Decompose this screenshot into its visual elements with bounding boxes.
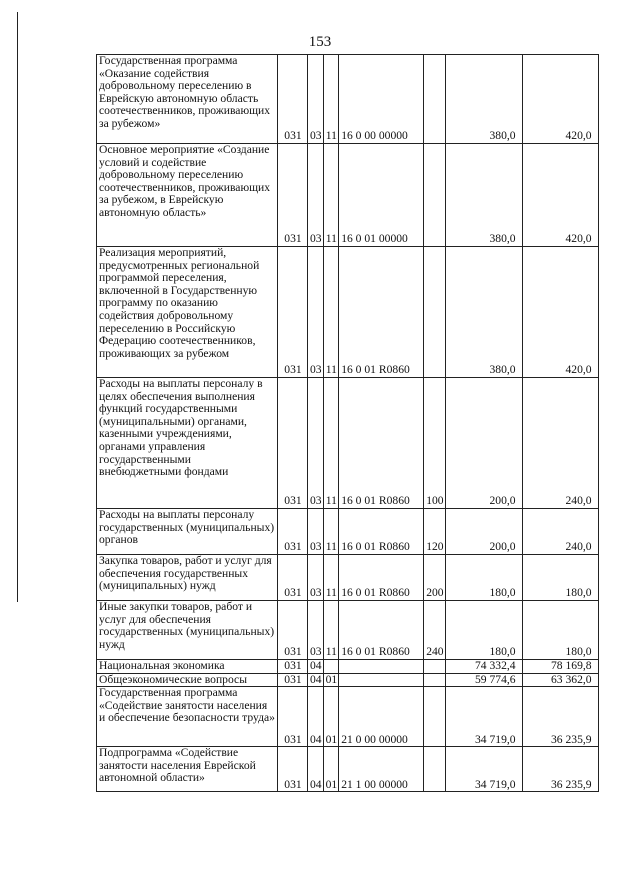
cell-y1: 180,0 [445,555,522,601]
cell-csr: 16 0 01 R0860 [339,378,424,509]
cell-name: Общеэкономические вопросы [97,673,278,687]
cell-pr: 11 [323,247,339,378]
cell-y1: 74 332,4 [445,660,522,674]
cell-pr: 11 [323,509,339,555]
cell-ved: 031 [278,378,308,509]
cell-vr: 200 [424,555,445,601]
cell-pr: 11 [323,601,339,660]
cell-y2: 420,0 [522,247,598,378]
cell-ved: 031 [278,660,308,674]
cell-y2: 63 362,0 [522,673,598,687]
cell-rz: 03 [308,247,324,378]
cell-name: Расходы на выплаты персоналу в целях обеспечения выполнения функций государственными (муниципальными) органами, казенными учреждениями, органами управления государственными внебюджетными фондами [97,378,278,509]
cell-rz: 03 [308,601,324,660]
table-row [97,601,599,660]
table-row [97,747,599,792]
cell-vr [424,673,445,687]
cell-csr [339,660,424,674]
cell-y1: 380,0 [445,247,522,378]
cell-y1: 34 719,0 [445,687,522,747]
cell-pr: 11 [323,378,339,509]
cell-y1: 59 774,6 [445,673,522,687]
cell-rz: 04 [308,660,324,674]
table-row [97,378,599,509]
cell-vr: 100 [424,378,445,509]
cell-pr: 01 [323,687,339,747]
cell-name: Подпрограмма «Содействие занятости населения Еврейской автономной области» [97,747,278,792]
cell-pr: 01 [323,747,339,792]
cell-pr [323,660,339,674]
cell-vr [424,55,445,144]
cell-pr: 01 [323,673,339,687]
cell-name: Расходы на выплаты персоналу государственных (муниципальных) органов [97,509,278,555]
cell-name: Государственная программа «Оказание содействия добровольному переселению в Еврейскую автономную область соотечественников, проживающих за рубежом» [97,55,278,144]
cell-csr: 16 0 01 R0860 [339,247,424,378]
cell-y2: 36 235,9 [522,687,598,747]
cell-vr [424,687,445,747]
cell-y1: 380,0 [445,55,522,144]
cell-y1: 180,0 [445,601,522,660]
cell-name: Государственная программа «Содействие занятости населения и обеспечение безопасности труда» [97,687,278,747]
cell-csr: 16 0 01 R0860 [339,509,424,555]
cell-pr: 11 [323,144,339,247]
cell-y1: 200,0 [445,509,522,555]
cell-pr: 11 [323,555,339,601]
page-number: 153 [308,34,332,50]
cell-csr [339,673,424,687]
cell-vr: 240 [424,601,445,660]
cell-rz: 03 [308,144,324,247]
cell-csr: 16 0 01 R0860 [339,555,424,601]
cell-y2: 420,0 [522,55,598,144]
cell-csr: 21 0 00 00000 [339,687,424,747]
cell-name: Иные закупки товаров, работ и услуг для обеспечения государственных (муниципальных) нужд [97,601,278,660]
left-margin-rule [17,12,18,602]
cell-csr: 16 0 00 00000 [339,55,424,144]
cell-ved: 031 [278,144,308,247]
cell-vr [424,247,445,378]
table-row [97,144,599,247]
cell-ved: 031 [278,687,308,747]
cell-y2: 180,0 [522,555,598,601]
cell-ved: 031 [278,55,308,144]
cell-csr: 16 0 01 R0860 [339,601,424,660]
cell-rz: 03 [308,55,324,144]
cell-csr: 16 0 01 00000 [339,144,424,247]
cell-name: Основное мероприятие «Создание условий и содействие добровольному переселению соотечественников, проживающих за рубежом, в Еврейскую автономную область» [97,144,278,247]
cell-ved: 031 [278,601,308,660]
cell-rz: 04 [308,687,324,747]
budget-table [96,54,599,792]
cell-rz: 03 [308,555,324,601]
cell-y2: 36 235,9 [522,747,598,792]
cell-y2: 78 169,8 [522,660,598,674]
cell-vr [424,747,445,792]
cell-y2: 420,0 [522,144,598,247]
cell-rz: 04 [308,747,324,792]
cell-pr: 11 [323,55,339,144]
cell-name: Национальная экономика [97,660,278,674]
cell-ved: 031 [278,747,308,792]
cell-y1: 34 719,0 [445,747,522,792]
table-row [97,55,599,144]
table-row [97,555,599,601]
cell-y1: 380,0 [445,144,522,247]
cell-name: Реализация мероприятий, предусмотренных региональной программой переселения, включенной в Государственную программу по оказанию содействия добровольному переселению в Российскую Федерацию соотечественников, проживающих за рубежом [97,247,278,378]
cell-rz: 03 [308,509,324,555]
cell-y2: 180,0 [522,601,598,660]
table-row [97,687,599,747]
table-row [97,247,599,378]
cell-vr [424,660,445,674]
table-row [97,660,599,674]
cell-ved: 031 [278,673,308,687]
cell-rz: 04 [308,673,324,687]
cell-y2: 240,0 [522,378,598,509]
cell-ved: 031 [278,247,308,378]
cell-name: Закупка товаров, работ и услуг для обеспечения государственных (муниципальных) нужд [97,555,278,601]
table-row [97,673,599,687]
table-row [97,509,599,555]
cell-vr [424,144,445,247]
cell-ved: 031 [278,555,308,601]
cell-csr: 21 1 00 00000 [339,747,424,792]
cell-rz: 03 [308,378,324,509]
cell-vr: 120 [424,509,445,555]
cell-y2: 240,0 [522,509,598,555]
cell-ved: 031 [278,509,308,555]
cell-y1: 200,0 [445,378,522,509]
